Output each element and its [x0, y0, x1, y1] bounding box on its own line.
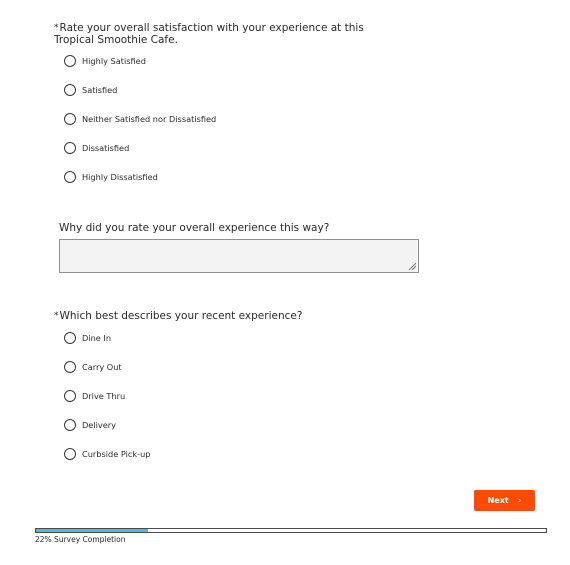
radio-button[interactable]: [64, 361, 76, 373]
question-text: Which best describes your recent experience?: [59, 310, 303, 322]
radio-button[interactable]: [64, 390, 76, 402]
radio-button[interactable]: [64, 171, 76, 183]
option-label: Satisfied: [82, 85, 118, 95]
option-label: Neither Satisfied nor Dissatisfied: [82, 114, 217, 124]
option-label: Dine In: [82, 333, 112, 343]
radio-button[interactable]: [64, 332, 76, 344]
reason-textarea[interactable]: [59, 239, 419, 273]
radio-button[interactable]: [64, 419, 76, 431]
progress-bar: [35, 528, 547, 533]
option-label: Drive Thru: [82, 391, 126, 401]
next-button[interactable]: [474, 490, 535, 511]
option-dissatisfied[interactable]: [64, 141, 129, 155]
option-label: Highly Dissatisfied: [82, 172, 158, 182]
question-satisfaction-label: [54, 22, 399, 46]
radio-button[interactable]: [64, 84, 76, 96]
option-highly-dissatisfied[interactable]: [64, 170, 158, 184]
question-reason-label: Why did you rate your overall experience this way?: [59, 222, 330, 234]
option-carry-out[interactable]: [64, 360, 122, 374]
option-satisfied[interactable]: [64, 83, 117, 97]
option-curbside[interactable]: [64, 447, 150, 461]
option-highly-satisfied[interactable]: [64, 54, 146, 68]
radio-button[interactable]: [64, 142, 76, 154]
option-label: Delivery: [82, 420, 116, 430]
option-neither[interactable]: [64, 112, 216, 126]
option-label: Curbside Pick-up: [82, 449, 151, 459]
question-experience-type-label: [54, 310, 302, 322]
required-marker: *: [54, 311, 59, 321]
next-button-label: Next: [487, 496, 509, 505]
progress-label: 22% Survey Completion: [35, 535, 126, 544]
radio-button[interactable]: [64, 55, 76, 67]
progress-bar-fill: [36, 529, 148, 532]
option-delivery[interactable]: [64, 418, 116, 432]
textarea-value: [60, 240, 418, 248]
option-dine-in[interactable]: [64, 331, 111, 345]
option-label: Highly Satisfied: [82, 56, 146, 66]
radio-button[interactable]: [64, 448, 76, 460]
radio-button[interactable]: [64, 113, 76, 125]
option-drive-thru[interactable]: [64, 389, 125, 403]
option-label: Dissatisfied: [82, 143, 130, 153]
chevron-right-icon: ›: [517, 495, 522, 506]
resize-grip-icon[interactable]: [408, 262, 416, 270]
question-text: Rate your overall satisfaction with your experience at this Tropical Smoothie Cafe.: [54, 22, 364, 46]
option-label: Carry Out: [82, 362, 122, 372]
required-marker: *: [54, 23, 59, 33]
